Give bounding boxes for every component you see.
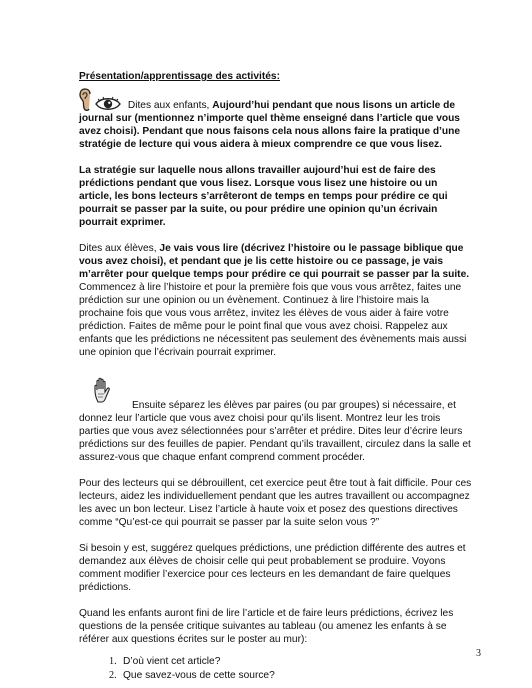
strategy-bold: La stratégie sur laquelle nous allons travailler aujourd’hui est de faire des prédictions pendant que vous lisez. Lorsque vous lisez une histoire ou un article, les bons lecteurs s’arrêteront de temps en temps pour prédire ce qui pourrait se passer par la suite, ou pour prédire une opinion qu’un écrivain pourrait exprimer. [79,165,448,228]
paragraph-intro [79,88,472,151]
list-item: 1. D’où vient cet article? [109,656,221,667]
paragraph-critical-questions: Quand les enfants auront fini de lire l’article et de faire leurs prédictions, écrivez les questions de la pensée critique suivantes au tableau (ou amenez les enfants à se référer aux questions écrites sur le poster au mur): [79,608,454,645]
hand-section [79,377,472,464]
listen-watch-icons [79,88,121,112]
section-heading: Présentation/apprentissage des activités: [79,71,280,82]
read-aloud-plain-2: Commencez à lire l’histoire et pour la première fois que vous vous arrêtez, faites une prédiction sur une opinion ou un évènement. Continuez à lire l’histoire mais la prochaine fois que vous vous arrêtez, invitez les élèves de vous aider à faire votre prédiction. Faites de même pour le point final que vous avez choisi. Rappelez aux enfants que les prédictions ne nécessitent pas seulement des évènements mais aussi une opinion que l’écrivain pourrait exprimer. [79,282,467,358]
page-number: 3 [476,648,481,659]
document-body [79,70,472,683]
paragraph-read-aloud [79,242,472,359]
question-list [79,655,472,683]
paragraph-suggestions: Si besoin y est, suggérez quelques prédictions, une prédiction différente des autres et demandez aux élèves de choisir celle qui peut probablement se produire. Voyons comment modifier l’exercice pour ces lecteurs en les demandant de faire quelques prédictions. [79,543,466,593]
read-aloud-plain-1: Dites aux élèves, [79,243,160,254]
paragraph-pairs: Ensuite séparez les élèves par paires (ou par groupes) si nécessaire, et donnez leur l’article que vous avez choisi pour qu’ils lisent. Montrez leur les trois parties que vous avez sélectionnées pour s’arrêter et prédire. Dites leur d’écrire leurs prédictions sur des feuilles de papier. Pendant qu’ils travaillent, circulez dans la salle et assurez-vous que chaque enfant comprend comment procéder. [79,400,471,463]
ear-icon [79,88,93,112]
paragraph-strategy [79,164,472,229]
read-aloud-bold: Je vais vous lire (décrivez l’histoire ou le passage biblique que vous avez choisi), et pendant que je lis cette histoire ou ce passage, je vais m’arrêter pour quelque temps pour prédire ce qui pourrait se passer par la suite. [79,243,470,280]
eye-icon [95,96,121,112]
intro-bold: Aujourd’hui pendant que nous lisons un article de journal sur (mentionnez n’importe quel thème enseigné dans l’article que vous avez choisi). Pendant que nous faisons cela nous allons faire la pratique d’une stratégie de lecture qui vous aidera à mieux comprendre ce que vous lisez. [79,100,460,150]
paragraph-struggling-readers: Pour des lecteurs qui se débrouillent, cet exercice peut être tout à fait difficile. Pour ces lecteurs, aidez les individuellement pendant que les autres travaillent ou accompagnez les avec un bon lecteur. Lisez l’article à haute voix et posez des questions directives comme “Qu’est-ce qui pourrait se passer par la suite selon vous ?” [79,478,472,528]
intro-plain: Dites aux enfants, [127,100,213,111]
list-item: 2. Que savez-vous de cette source? [109,670,275,681]
